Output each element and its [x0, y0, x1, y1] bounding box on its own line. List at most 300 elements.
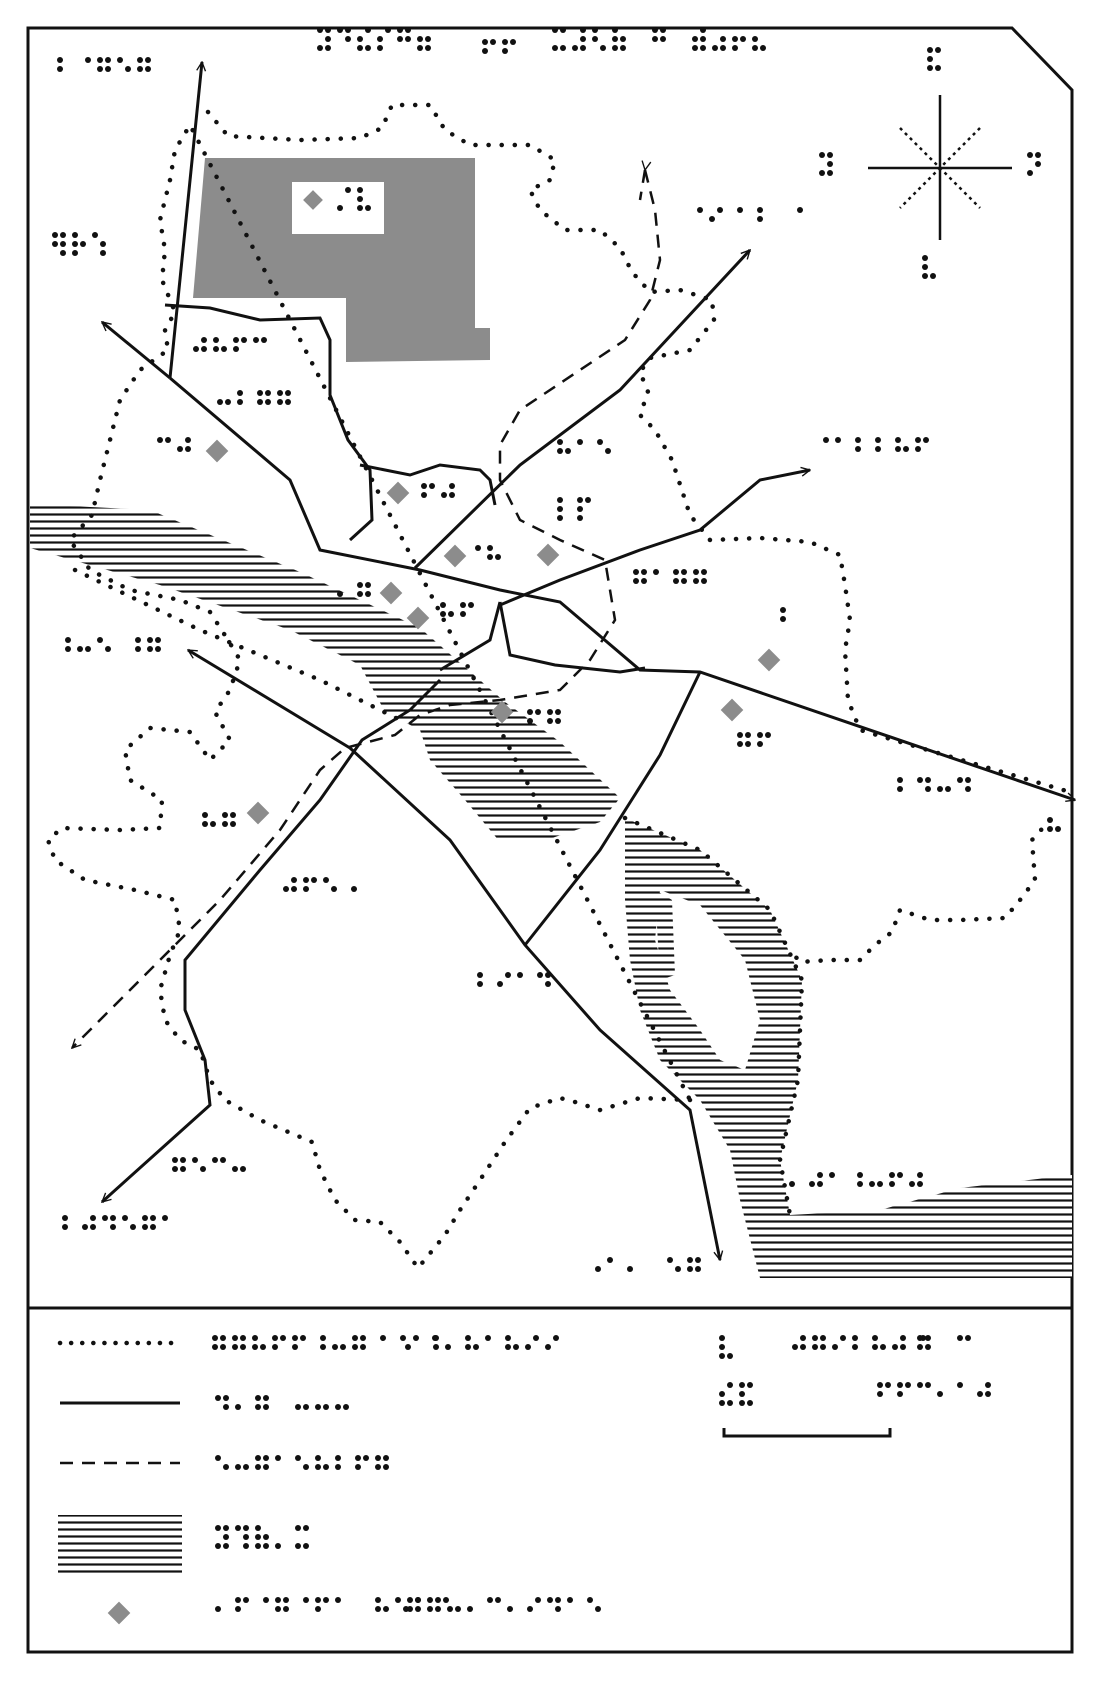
- braille-dot: [352, 1335, 358, 1341]
- braille-dot: [325, 27, 331, 33]
- braille-label: [52, 232, 106, 256]
- braille-dot: [335, 1404, 341, 1410]
- braille-dot: [265, 390, 271, 396]
- braille-dot: [365, 582, 371, 588]
- braille-dot: [223, 1464, 229, 1470]
- braille-dot: [82, 1224, 88, 1230]
- braille-dot: [263, 1455, 269, 1461]
- braille-dot: [260, 1344, 266, 1350]
- braille-dot: [700, 45, 706, 51]
- braille-dot: [200, 1166, 206, 1172]
- braille-dot: [405, 36, 411, 42]
- braille-dot: [817, 1181, 823, 1187]
- braille-dot: [477, 981, 483, 987]
- braille-label: [780, 607, 786, 622]
- braille-dot: [855, 437, 861, 443]
- braille-dot: [230, 812, 236, 818]
- braille-label: [557, 497, 591, 521]
- braille-dot: [303, 1543, 309, 1549]
- braille-label: [797, 207, 803, 213]
- braille-dot: [85, 646, 91, 652]
- braille-dot: [295, 1404, 301, 1410]
- braille-dot: [875, 446, 881, 452]
- braille-dot: [917, 1344, 923, 1350]
- braille-label: [202, 812, 236, 827]
- braille-dot: [897, 1382, 903, 1388]
- braille-dot: [237, 399, 243, 405]
- braille-dot: [421, 492, 427, 498]
- braille-dot: [377, 45, 383, 51]
- braille-dot: [213, 346, 219, 352]
- braille-dot: [90, 1224, 96, 1230]
- braille-dot: [485, 1335, 491, 1341]
- braille-dot: [817, 1172, 823, 1178]
- braille-dot: [255, 1455, 261, 1461]
- braille-dot: [745, 741, 751, 747]
- braille-dot: [827, 161, 833, 167]
- braille-dot: [653, 569, 659, 575]
- braille-dot: [897, 1391, 903, 1397]
- braille-dot: [337, 27, 343, 33]
- braille-dot: [230, 821, 236, 827]
- braille-dot: [421, 483, 427, 489]
- braille-dot: [965, 1335, 971, 1341]
- landmark-diamond: [206, 440, 229, 463]
- braille-dot: [397, 27, 403, 33]
- braille-dot: [320, 1344, 326, 1350]
- braille-dot: [323, 877, 329, 883]
- braille-dot: [587, 1597, 593, 1603]
- braille-label: [440, 602, 474, 617]
- braille-dot: [255, 1395, 261, 1401]
- braille-dot: [487, 1597, 493, 1603]
- braille-label: [789, 1172, 923, 1187]
- braille-dot: [827, 170, 833, 176]
- braille-dot: [720, 36, 726, 42]
- braille-dot: [335, 1597, 341, 1603]
- braille-dot: [739, 1382, 745, 1388]
- braille-dot: [417, 45, 423, 51]
- braille-dot: [343, 1404, 349, 1410]
- braille-dot: [243, 1464, 249, 1470]
- braille-dot: [215, 1543, 221, 1549]
- braille-dot: [427, 1597, 433, 1603]
- braille-dot: [681, 569, 687, 575]
- braille-dot: [487, 545, 493, 551]
- braille-dot: [467, 1606, 473, 1612]
- braille-dot: [897, 777, 903, 783]
- braille-dot: [717, 207, 723, 213]
- braille-dot: [243, 1525, 249, 1531]
- braille-dot: [117, 57, 123, 63]
- braille-dot: [855, 446, 861, 452]
- braille-dot: [552, 27, 558, 33]
- braille-dot: [869, 1181, 875, 1187]
- braille-dot: [667, 1257, 673, 1263]
- braille-dot: [925, 1335, 931, 1341]
- braille-dot: [857, 1181, 863, 1187]
- braille-dot: [701, 578, 707, 584]
- braille-dot: [220, 1157, 226, 1163]
- braille-dot: [77, 646, 83, 652]
- braille-dot: [507, 1606, 513, 1612]
- braille-dot: [263, 1534, 269, 1540]
- braille-dot: [535, 1597, 541, 1603]
- braille-dot: [577, 515, 583, 521]
- braille-dot: [240, 1335, 246, 1341]
- braille-dot: [345, 187, 351, 193]
- braille-dot: [673, 569, 679, 575]
- braille-dot: [923, 437, 929, 443]
- braille-dot: [557, 515, 563, 521]
- braille-dot: [915, 437, 921, 443]
- braille-dot: [232, 1166, 238, 1172]
- braille-dot: [895, 446, 901, 452]
- braille-dot: [732, 36, 738, 42]
- braille-label: [719, 1382, 753, 1406]
- braille-dot: [337, 591, 343, 597]
- braille-dot: [257, 390, 263, 396]
- braille-dot: [105, 66, 111, 72]
- braille-dot: [427, 1606, 433, 1612]
- braille-dot: [448, 611, 454, 617]
- braille-dot: [65, 637, 71, 643]
- braille-dot: [681, 578, 687, 584]
- scale-bar: [724, 1428, 890, 1436]
- braille-dot: [460, 602, 466, 608]
- braille-dot: [335, 1464, 341, 1470]
- braille-dot: [255, 1534, 261, 1540]
- braille-label: [819, 152, 833, 176]
- braille-dot: [752, 45, 758, 51]
- braille-dot: [60, 232, 66, 238]
- compass-rose: [868, 95, 1012, 240]
- braille-dot: [719, 1400, 725, 1406]
- braille-dot: [192, 1157, 198, 1163]
- braille-dot: [220, 1344, 226, 1350]
- braille-label: [172, 1157, 246, 1172]
- braille-dot: [413, 1335, 419, 1341]
- braille-label: [552, 27, 626, 51]
- braille-dot: [935, 65, 941, 71]
- braille-dot: [252, 1335, 258, 1341]
- braille-dot: [600, 45, 606, 51]
- braille-dot: [85, 57, 91, 63]
- braille-dot: [612, 36, 618, 42]
- braille-dot: [355, 1464, 361, 1470]
- braille-dot: [925, 786, 931, 792]
- braille-dot: [527, 709, 533, 715]
- braille-dot: [740, 36, 746, 42]
- braille-dot: [223, 1404, 229, 1410]
- braille-dot: [490, 39, 496, 45]
- braille-dot: [652, 27, 658, 33]
- braille-dot: [712, 45, 718, 51]
- braille-dot: [922, 273, 928, 279]
- braille-dot: [889, 1181, 895, 1187]
- braille-dot: [351, 886, 357, 892]
- braille-dot: [383, 1464, 389, 1470]
- braille-dot: [905, 1382, 911, 1388]
- braille-dot: [1047, 826, 1053, 832]
- braille-dot: [332, 1344, 338, 1350]
- braille-dot: [895, 437, 901, 443]
- braille-dot: [925, 1344, 931, 1350]
- braille-dot: [277, 390, 283, 396]
- braille-dot: [555, 1597, 561, 1603]
- braille-dot: [360, 1335, 366, 1341]
- braille-dot: [545, 1344, 551, 1350]
- braille-dot: [72, 241, 78, 247]
- braille-dot: [240, 1166, 246, 1172]
- braille-dot: [303, 877, 309, 883]
- braille-dot: [812, 1335, 818, 1341]
- braille-dot: [925, 777, 931, 783]
- braille-dot: [1027, 152, 1033, 158]
- braille-dot: [295, 1455, 301, 1461]
- braille-dot: [797, 207, 803, 213]
- braille-dot: [927, 65, 933, 71]
- braille-dot: [447, 1606, 453, 1612]
- braille-dot: [317, 27, 323, 33]
- braille-dot: [375, 1597, 381, 1603]
- braille-dot: [505, 1335, 511, 1341]
- braille-dot: [185, 446, 191, 452]
- braille-dot: [885, 1382, 891, 1388]
- braille-label: [65, 637, 111, 652]
- braille-dot: [547, 718, 553, 724]
- braille-dot: [720, 45, 726, 51]
- braille-dot: [535, 709, 541, 715]
- braille-dot: [357, 45, 363, 51]
- braille-dot: [495, 554, 501, 560]
- braille-dot: [852, 1335, 858, 1341]
- braille-dot: [223, 1395, 229, 1401]
- braille-dot: [212, 1157, 218, 1163]
- braille-dot: [433, 1344, 439, 1350]
- braille-dot: [580, 36, 586, 42]
- braille-dot: [877, 1391, 883, 1397]
- braille-dot: [800, 1335, 806, 1341]
- braille-dot: [693, 578, 699, 584]
- braille-dot: [235, 1464, 241, 1470]
- braille-dot: [592, 36, 598, 42]
- braille-label: [337, 582, 371, 597]
- braille-dot: [215, 1525, 221, 1531]
- braille-dot: [320, 1335, 326, 1341]
- braille-dot: [957, 777, 963, 783]
- braille-label: [283, 877, 357, 892]
- braille-dot: [223, 1543, 229, 1549]
- braille-dot: [62, 1215, 68, 1221]
- braille-dot: [930, 273, 936, 279]
- braille-dot: [60, 241, 66, 247]
- braille-dot: [201, 346, 207, 352]
- braille-dot: [383, 1606, 389, 1612]
- braille-dot: [897, 786, 903, 792]
- braille-dot: [325, 45, 331, 51]
- braille-dot: [580, 27, 586, 33]
- braille-dot: [727, 1382, 733, 1388]
- braille-dot: [130, 1224, 136, 1230]
- braille-dot: [909, 1181, 915, 1187]
- braille-dot: [1035, 152, 1041, 158]
- braille-dot: [877, 1181, 883, 1187]
- braille-dot: [757, 207, 763, 213]
- braille-label: [157, 437, 191, 452]
- braille-label: [823, 437, 929, 452]
- braille-dot: [407, 1606, 413, 1612]
- braille-dot: [265, 399, 271, 405]
- braille-dot: [97, 637, 103, 643]
- braille-dot: [757, 216, 763, 222]
- braille-dot: [620, 36, 626, 42]
- braille-dot: [780, 607, 786, 613]
- braille-dot: [525, 1344, 531, 1350]
- braille-dot: [232, 1335, 238, 1341]
- braille-dot: [429, 483, 435, 489]
- braille-dot: [765, 732, 771, 738]
- braille-dot: [105, 646, 111, 652]
- braille-dot: [375, 1464, 381, 1470]
- braille-dot: [405, 27, 411, 33]
- braille-dot: [223, 1534, 229, 1540]
- braille-dot: [291, 877, 297, 883]
- braille-dot: [435, 1597, 441, 1603]
- braille-dot: [303, 1597, 309, 1603]
- braille-dot: [553, 1335, 559, 1341]
- braille-dot: [215, 1606, 221, 1612]
- braille-dot: [337, 205, 343, 211]
- river: [30, 504, 1072, 1278]
- braille-dot: [465, 1335, 471, 1341]
- braille-label: [1047, 817, 1061, 832]
- braille-dot: [80, 241, 86, 247]
- braille-dot: [110, 1224, 116, 1230]
- braille-dot: [292, 1344, 298, 1350]
- braille-dot: [607, 1257, 613, 1263]
- braille-dot: [889, 1172, 895, 1178]
- braille-dot: [400, 1335, 406, 1341]
- braille-label: [792, 1335, 926, 1350]
- braille-dot: [441, 492, 447, 498]
- braille-dot: [965, 786, 971, 792]
- braille-dot: [872, 1335, 878, 1341]
- braille-label: [317, 27, 431, 51]
- braille-dot: [641, 569, 647, 575]
- braille-dot: [217, 399, 223, 405]
- braille-dot: [283, 1597, 289, 1603]
- braille-dot: [360, 1344, 366, 1350]
- braille-dot: [385, 27, 391, 33]
- braille-dot: [357, 196, 363, 202]
- braille-dot: [612, 45, 618, 51]
- braille-dot: [449, 483, 455, 489]
- braille-dot: [365, 45, 371, 51]
- braille-dot: [311, 877, 317, 883]
- braille-label: [217, 390, 291, 405]
- braille-dot: [502, 48, 508, 54]
- braille-dot: [819, 170, 825, 176]
- braille-dot: [945, 786, 951, 792]
- braille-dot: [223, 1525, 229, 1531]
- braille-dot: [317, 45, 323, 51]
- braille-dot: [935, 47, 941, 53]
- braille-dot: [257, 399, 263, 405]
- braille-dot: [232, 1344, 238, 1350]
- braille-dot: [263, 1543, 269, 1549]
- braille-dot: [533, 1335, 539, 1341]
- braille-dot: [700, 27, 706, 33]
- braille-dot: [62, 1224, 68, 1230]
- braille-dot: [235, 1525, 241, 1531]
- braille-dot: [377, 36, 383, 42]
- braille-dot: [719, 1335, 725, 1341]
- braille-dot: [283, 886, 289, 892]
- braille-dot: [449, 492, 455, 498]
- braille-dot: [1047, 817, 1053, 823]
- braille-dot: [235, 1606, 241, 1612]
- braille-dot: [840, 1335, 846, 1341]
- braille-dot: [900, 1335, 906, 1341]
- braille-dot: [482, 39, 488, 45]
- braille-dot: [597, 439, 603, 445]
- braille-label: [405, 1335, 559, 1350]
- landmark-diamond: [380, 582, 403, 605]
- braille-dot: [747, 1400, 753, 1406]
- braille-label: [477, 972, 551, 987]
- braille-dot: [261, 337, 267, 343]
- braille-dot: [145, 66, 151, 72]
- braille-dot: [527, 718, 533, 724]
- braille-dot: [275, 1543, 281, 1549]
- braille-dot: [65, 646, 71, 652]
- braille-dot: [1055, 826, 1061, 832]
- braille-dot: [502, 39, 508, 45]
- braille-dot: [800, 1344, 806, 1350]
- braille-dot: [727, 1353, 733, 1359]
- braille-label: [1027, 152, 1041, 176]
- braille-dot: [827, 152, 833, 158]
- braille-dot: [357, 36, 363, 42]
- braille-dot: [435, 1606, 441, 1612]
- braille-dot: [605, 448, 611, 454]
- braille-dot: [752, 36, 758, 42]
- braille-dot: [275, 1606, 281, 1612]
- braille-dot: [355, 1455, 361, 1461]
- braille-dot: [397, 36, 403, 42]
- braille-dot: [687, 1257, 693, 1263]
- braille-dot: [577, 497, 583, 503]
- braille-dot: [52, 232, 58, 238]
- braille-dot: [792, 1344, 798, 1350]
- braille-dot: [323, 1404, 329, 1410]
- braille-dot: [212, 1335, 218, 1341]
- braille-label: [595, 1257, 701, 1272]
- braille-dot: [510, 39, 516, 45]
- braille-dot: [760, 45, 766, 51]
- braille-dot: [557, 506, 563, 512]
- braille-dot: [473, 1344, 479, 1350]
- braille-dot: [395, 1597, 401, 1603]
- braille-dot: [547, 1597, 553, 1603]
- braille-dot: [325, 36, 331, 42]
- braille-dot: [405, 1344, 411, 1350]
- braille-dot: [917, 777, 923, 783]
- braille-dot: [215, 1455, 221, 1461]
- braille-dot: [275, 1455, 281, 1461]
- braille-dot: [897, 1172, 903, 1178]
